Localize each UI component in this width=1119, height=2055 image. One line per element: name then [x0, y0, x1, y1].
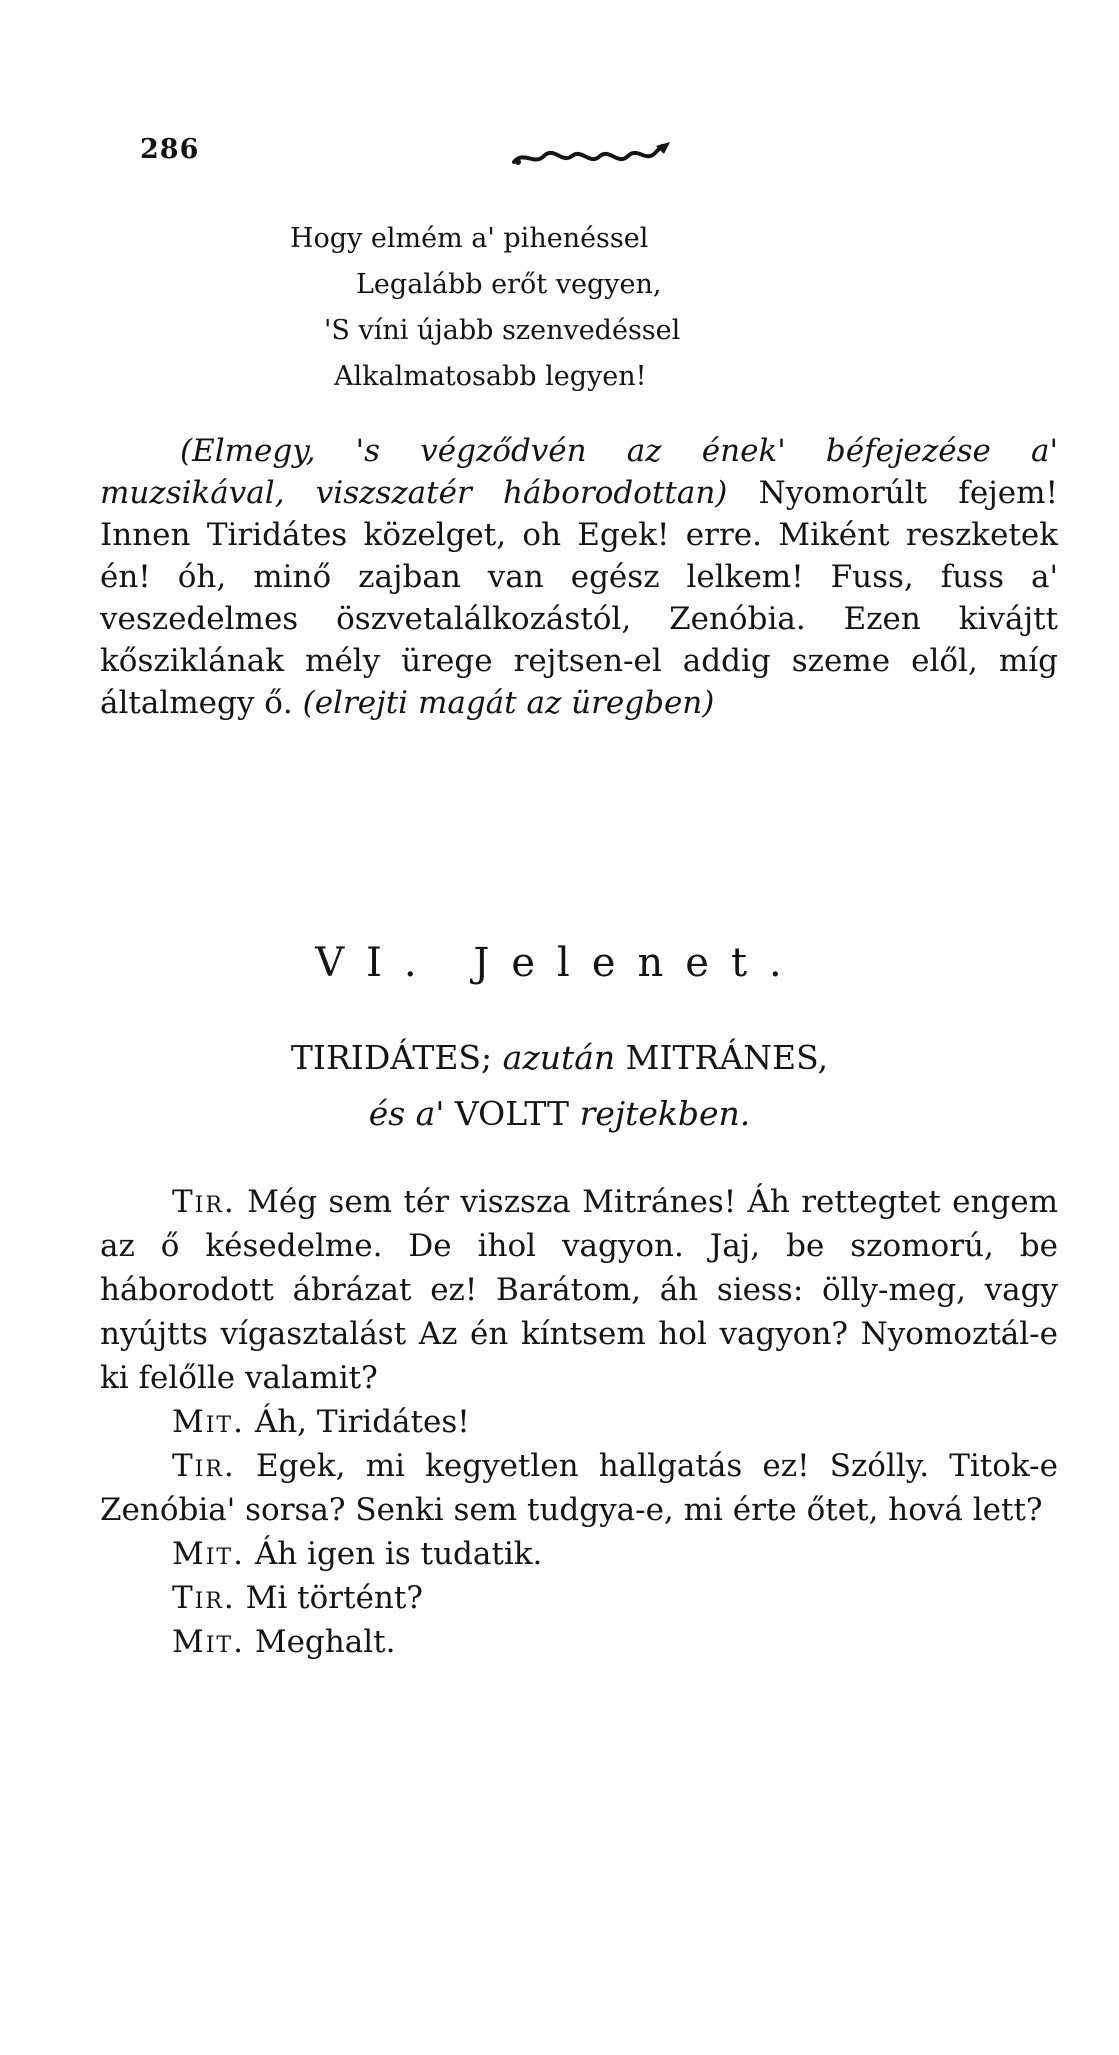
monologue-text: Nyomorúlt fejem! Innen Tiridátes közelget, oh Egek! erre. Miként reszketek én! óh, minő zajban van egész lelkem! Fuss, fuss a' veszedelmes öszvetalálkozástól, Zenóbia. Ezen kivájtt kősziklának mély ürege rejtsen-el addig szeme elől, míg általmegy ő.	[100, 475, 1058, 721]
speech-text: Áh, Tiridátes!	[254, 1404, 470, 1440]
speech	[100, 1180, 1058, 1400]
speaker-name: Mit.	[172, 1404, 245, 1440]
cast-name: TIRIDÁTES;	[290, 1038, 493, 1077]
speech-text: Egek, mi kegyetlen hallgatás ez! Szólly. Titok-e Zenóbia' sorsa? Senki sem tudgya-e, mi érte őtet, hová lett?	[100, 1448, 1058, 1528]
dialogue	[100, 1180, 1058, 1664]
speech-text: Meghalt.	[254, 1624, 396, 1660]
page-header	[140, 128, 980, 178]
speech	[100, 1400, 1058, 1444]
speaker-name: Mit.	[172, 1624, 245, 1660]
verse-stanza	[290, 216, 680, 400]
speech	[100, 1444, 1058, 1532]
page-number: 286	[140, 134, 200, 165]
speech-text: Még sem tér viszsza Mitránes! Áh rettegtet engem az ő késedelme. De ihol vagyon. Jaj, be szomorú, be háborodott ábrázat ez! Barátom, áh siess: ölly-meg, vagy nyújtts vígasztalást Az én kíntsem hol vagyon? Nyomoztál-e ki felőlle valamit?	[100, 1184, 1058, 1396]
monologue-paragraph	[100, 430, 1058, 724]
speaker-name: Tir.	[172, 1184, 236, 1220]
speech	[100, 1532, 1058, 1576]
scene-cast	[0, 1030, 1119, 1142]
cast-line	[0, 1086, 1119, 1142]
cast-connector: azután	[502, 1038, 616, 1077]
speaker-name: Tir.	[172, 1580, 236, 1616]
cast-name: VOLTT	[454, 1094, 570, 1133]
speech-text: Áh igen is tudatik.	[254, 1536, 543, 1572]
cast-connector: és a'	[368, 1094, 445, 1133]
speech	[100, 1576, 1058, 1620]
ornament-divider-icon	[510, 136, 675, 174]
cast-line	[0, 1030, 1119, 1086]
stage-direction-hide: (elrejti magát az üregben)	[302, 685, 715, 721]
speech	[100, 1620, 1058, 1664]
cast-connector: rejtekben.	[579, 1094, 751, 1133]
verse-line: Hogy elmém a' pihenéssel	[290, 223, 649, 254]
scene-title: VI. Jelenet.	[315, 940, 804, 986]
verse-line: 'S víni újabb szenvedéssel	[324, 315, 681, 346]
cast-name: MITRÁNES,	[625, 1038, 829, 1077]
verse-line: Legalább erőt vegyen,	[356, 269, 662, 300]
speaker-name: Mit.	[172, 1536, 245, 1572]
verse-line: Alkalmatosabb legyen!	[334, 361, 647, 392]
stage-direction: (Elmegy, 's végződvén az ének' béfejezése a' muzsikával, viszszatér háborodottan)	[100, 433, 1058, 511]
speech-text: Mi történt?	[245, 1580, 423, 1616]
speaker-name: Tir.	[172, 1448, 236, 1484]
